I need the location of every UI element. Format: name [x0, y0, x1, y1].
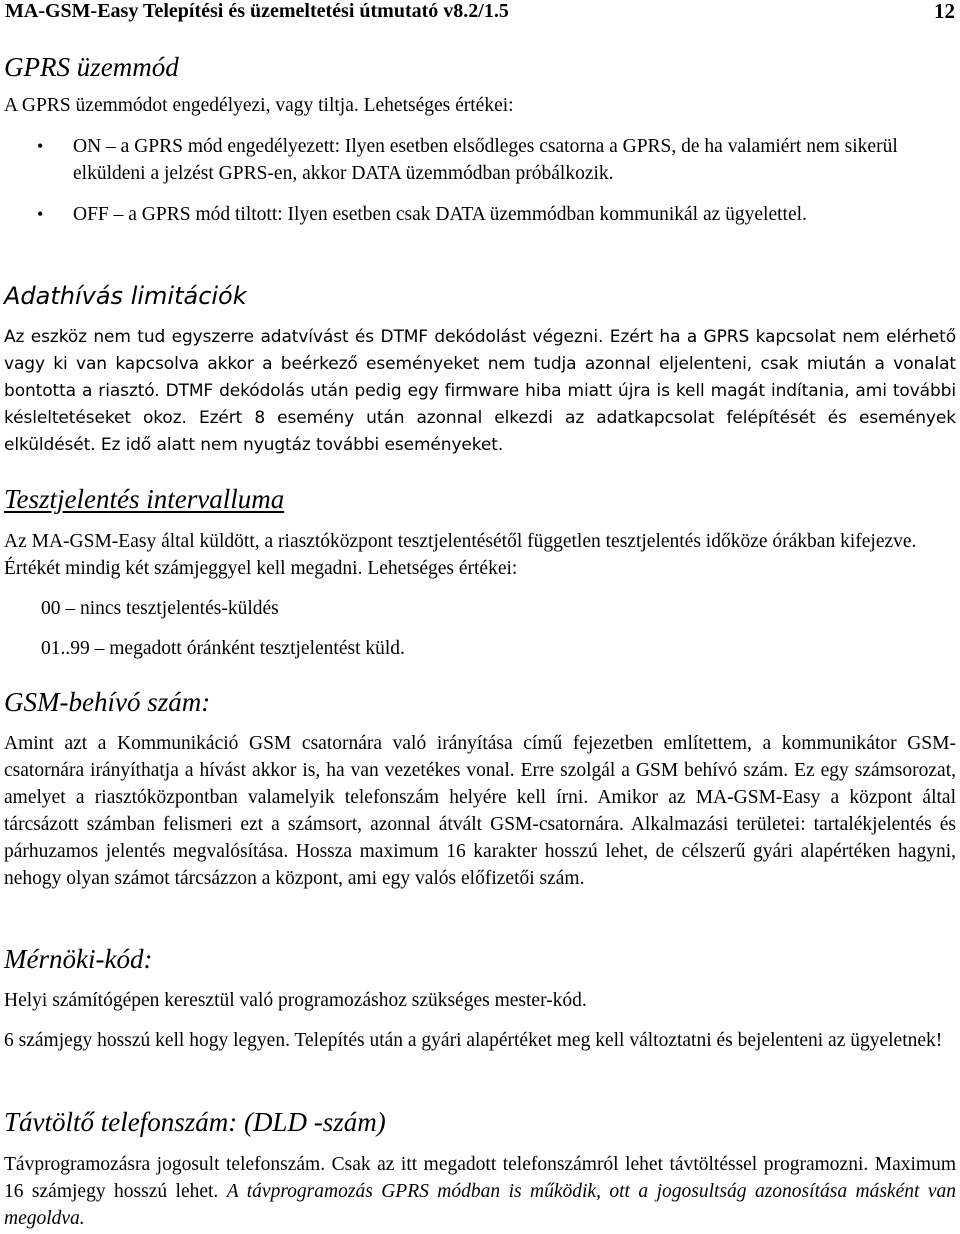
heading-engineer-code: Mérnöki-kód:: [4, 944, 153, 974]
engineer-code-paragraph-2: 6 számjegy hosszú kell hogy legyen. Telepítés után a gyári alapértéket meg kell változtatni és bejelenteni az ügyeletnek!: [4, 1030, 943, 1051]
heading-download-phone-number: Távtöltő telefonszám: (DLD -szám): [4, 1107, 386, 1137]
gsm-call-number-paragraph: Amint azt a Kommunikáció GSM csatornára való irányítása című fejezetben említettem, a kommunikátor GSM-csatornára irányíthatja a hívást akkor is, ha van vezetékes vonal. Erre szolgál a GSM behívó szám. Ez egy számsorozat, amelyet a riasztóközpontban valamelyik telefonszám helyére kell írni. Amikor az MA-GSM-Easy a központ által tárcsázott számban felismeri ezt a számsort, azonnal átvált GSM-csatornára. Alkalmazási területei: tartalékjelentés és párhuzamos jelentés megvalósítása. Hossza maximum 16 karakter hosszú lehet, de célszerű gyári alapértéken hagyni, nehogy olyan számot tárcsázzon a központ, ami egy valós előfizetői szám.: [4, 733, 956, 889]
test-report-option-01-99: 01..99 – megadott óránként tesztjelentést küld.: [41, 638, 405, 659]
gprs-bullet-off: OFF – a GPRS mód tiltott: Ilyen esetben csak DATA üzemmódban kommunikál az ügyelettel.: [73, 204, 807, 225]
heading-gprs-mode: GPRS üzemmód: [4, 52, 179, 82]
bullet-icon: •: [37, 136, 44, 156]
heading-gsm-call-number: GSM-behívó szám:: [4, 687, 211, 717]
heading-data-call-limits: Adathívás limitációk: [4, 282, 247, 310]
document-title: MA-GSM-Easy Telepítési és üzemeltetési útmutató v8.2/1.5: [5, 0, 509, 22]
test-report-option-00: 00 – nincs tesztjelentés-küldés: [41, 598, 279, 619]
gprs-intro: A GPRS üzemmódot engedélyezi, vagy tiltja. Lehetséges értékei:: [4, 95, 514, 116]
data-call-limits-paragraph: Az eszköz nem tud egyszerre adatvívást és DTMF dekódolást végezni. Ezért ha a GPRS kapcsolat nem elérhető vagy ki van kapcsolva akkor a beérkező eseményeket nem tudja azonnal eljelenteni, csak miután a vonalat bontotta a riasztó. DTMF dekódolás után pedig egy firmware hiba miatt újra is kell magát indítania, ami további késleltetéseket okoz. Ezért 8 esemény után azonnal elkezdi az adatkapcsolat felépítését és események elküldését. Ez idő alatt nem nyugtáz további eseményeket.: [4, 327, 956, 455]
heading-test-report-interval: Tesztjelentés intervalluma: [4, 484, 285, 514]
engineer-code-paragraph-1: Helyi számítógépen keresztül való programozáshoz szükséges mester-kód.: [4, 990, 587, 1011]
test-report-paragraph: Az MA-GSM-Easy által küldött, a riasztóközpont tesztjelentésétől független tesztjelentés időköze órákban kifejezve. Értékét mindig két számjeggyel kell megadni. Lehetséges értékei:: [4, 531, 917, 579]
running-header: [5, 0, 955, 22]
gprs-bullet-on: ON – a GPRS mód engedélyezett: Ilyen esetben elsődleges csatorna a GPRS, de ha valamiért nem sikerül elküldeni a jelzést GPRS-en, akkor DATA üzemmódban próbálkozik.: [73, 136, 898, 184]
bullet-icon: •: [37, 204, 44, 224]
page-number: 12: [934, 0, 955, 23]
download-phone-paragraph: [4, 1151, 956, 1232]
download-phone-text: Távprogramozásra jogosult telefonszám. Csak az itt megadott telefonszámról lehet távtöltéssel programozni. Maximum 16 számjegy hosszú lehet.: [4, 1154, 956, 1202]
download-phone-gprs-note: A távprogramozás GPRS módban is működik, ott a jogosultság azonosítása másként van megoldva.: [4, 1181, 956, 1229]
